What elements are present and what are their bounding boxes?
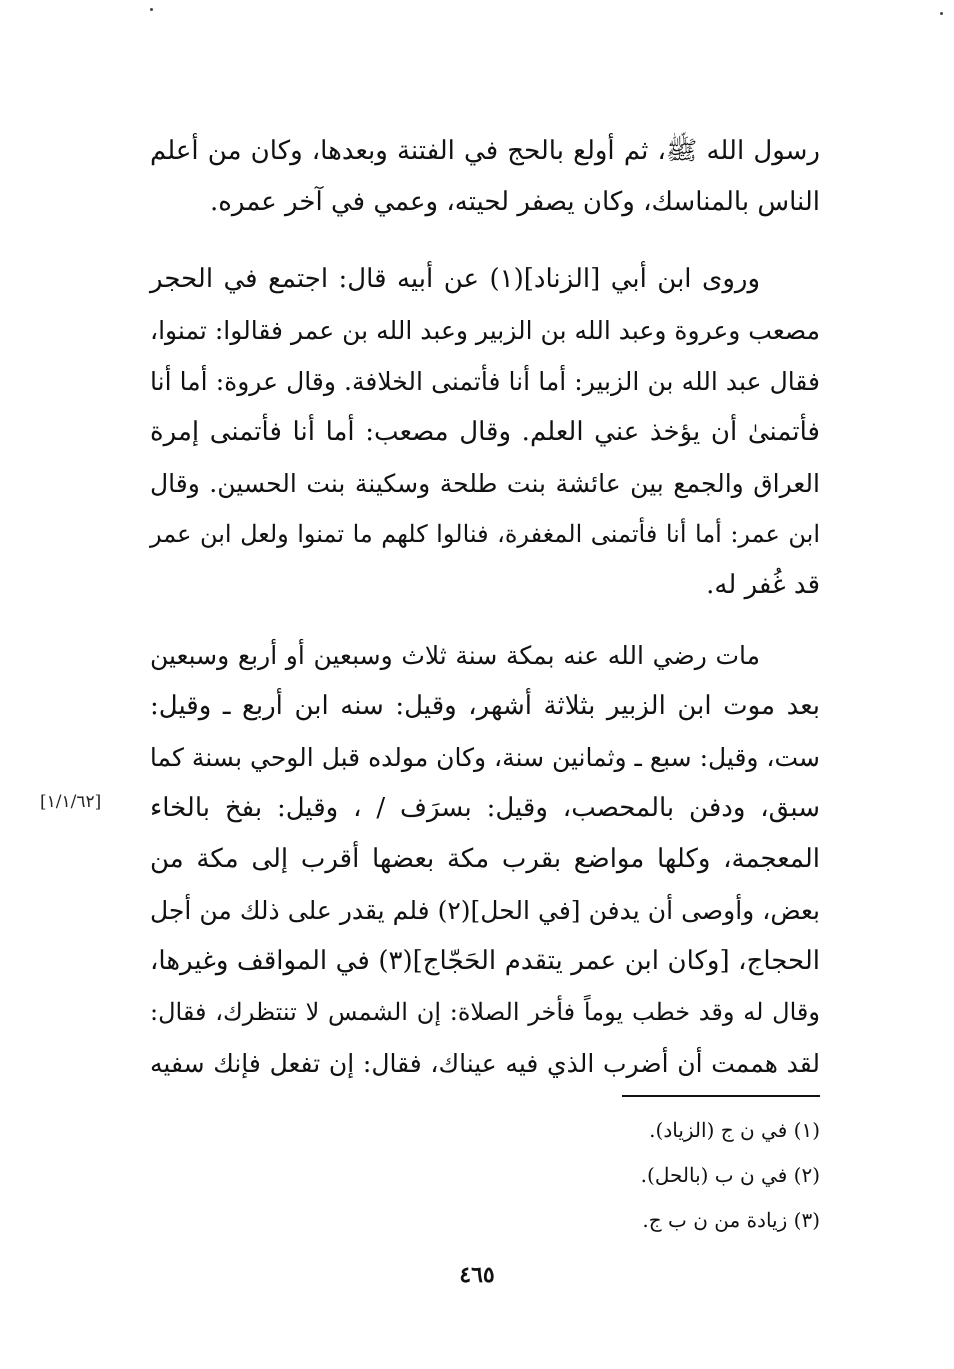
text-line: قد غُفر له. <box>706 570 820 600</box>
text-line: الناس بالمناسك، وكان يصفر لحيته، وعمي في آخر عمره. <box>210 187 820 217</box>
text-line: بعض، وأوصى أن يدفن [في الحل](٢) فلم يقدر على ذلك من أجل <box>150 896 820 925</box>
text-line: وروى ابن أبي [الزناد](١) عن أبيه قال: اجتمع في الحجر <box>150 264 761 294</box>
footnote: (٣) زيادة من ن ب ج. <box>642 1208 820 1232</box>
footnotes <box>420 1108 820 1243</box>
paragraph-2 <box>150 254 820 611</box>
manuscript-folio-reference: [١/١/٦٢] <box>40 792 102 812</box>
text-line: لقد هممت أن أضرب الذي فيه عيناك، فقال: إن تفعل فإنك سفيه <box>150 1049 820 1078</box>
footnote: (١) في ن ج (الزياد). <box>649 1118 820 1142</box>
text-line: ست، وقيل: سبع ـ وثمانين سنة، وكان مولده قبل الوحي بسنة كما <box>149 743 820 772</box>
paragraph-3 <box>150 630 820 1089</box>
text-line: ابن عمر: أما أنا فأتمنى المغفرة، فنالوا كلهم ما تمنوا ولعل ابن عمر <box>150 520 820 548</box>
footnote-separator <box>622 1095 820 1097</box>
scan-speck <box>150 8 153 11</box>
text-line: وقال له وقد خطب يوماً فأخر الصلاة: إن الشمس لا تنتظرك، فقال: <box>150 998 820 1026</box>
text-line: الحجاج، [وكان ابن عمر يتقدم الحَجّاج](٣) في المواقف وغيرها، <box>150 946 820 976</box>
text-line: سبق، ودفن بالمحصب، وقيل: بسرَف / ، وقيل: بفخ بالخاء <box>150 793 820 823</box>
text-line: فقال عبد الله بن الزبير: أما أنا فأتمنى الخلافة. وقال عروة: أما أنا <box>150 367 820 396</box>
text-line: مات رضي الله عنه بمكة سنة ثلاث وسبعين أو أربع وسبعين <box>150 641 760 670</box>
text-line: بعد موت ابن الزبير بثلاثة أشهر، وقيل: سنه ابن أربع ـ وقيل: <box>150 691 820 721</box>
text-line: رسول الله ﷺ، ثم أولع بالحج في الفتنة وبعدها، وكان من أعلم <box>150 136 820 166</box>
text-line: فأتمنىٰ أن يؤخذ عني العلم. وقال مصعب: أما أنا فأتمنى إمرة <box>150 417 820 447</box>
text-line: المعجمة، وكلها مواضع بقرب مكة بعضها أقرب إلى مكة من <box>150 844 820 874</box>
paragraph-1 <box>150 126 820 228</box>
scan-speck <box>940 12 943 15</box>
text-line: العراق والجمع بين عائشة بنت طلحة وسكينة بنت الحسين. وقال <box>150 469 820 498</box>
text-line: مصعب وعروة وعبد الله بن الزبير وعبد الله بن عمر فقالوا: تمنوا، <box>150 316 820 345</box>
page-number: ٤٦٥ <box>459 1262 495 1288</box>
footnote: (٢) في ن ب (بالحل). <box>640 1163 820 1187</box>
